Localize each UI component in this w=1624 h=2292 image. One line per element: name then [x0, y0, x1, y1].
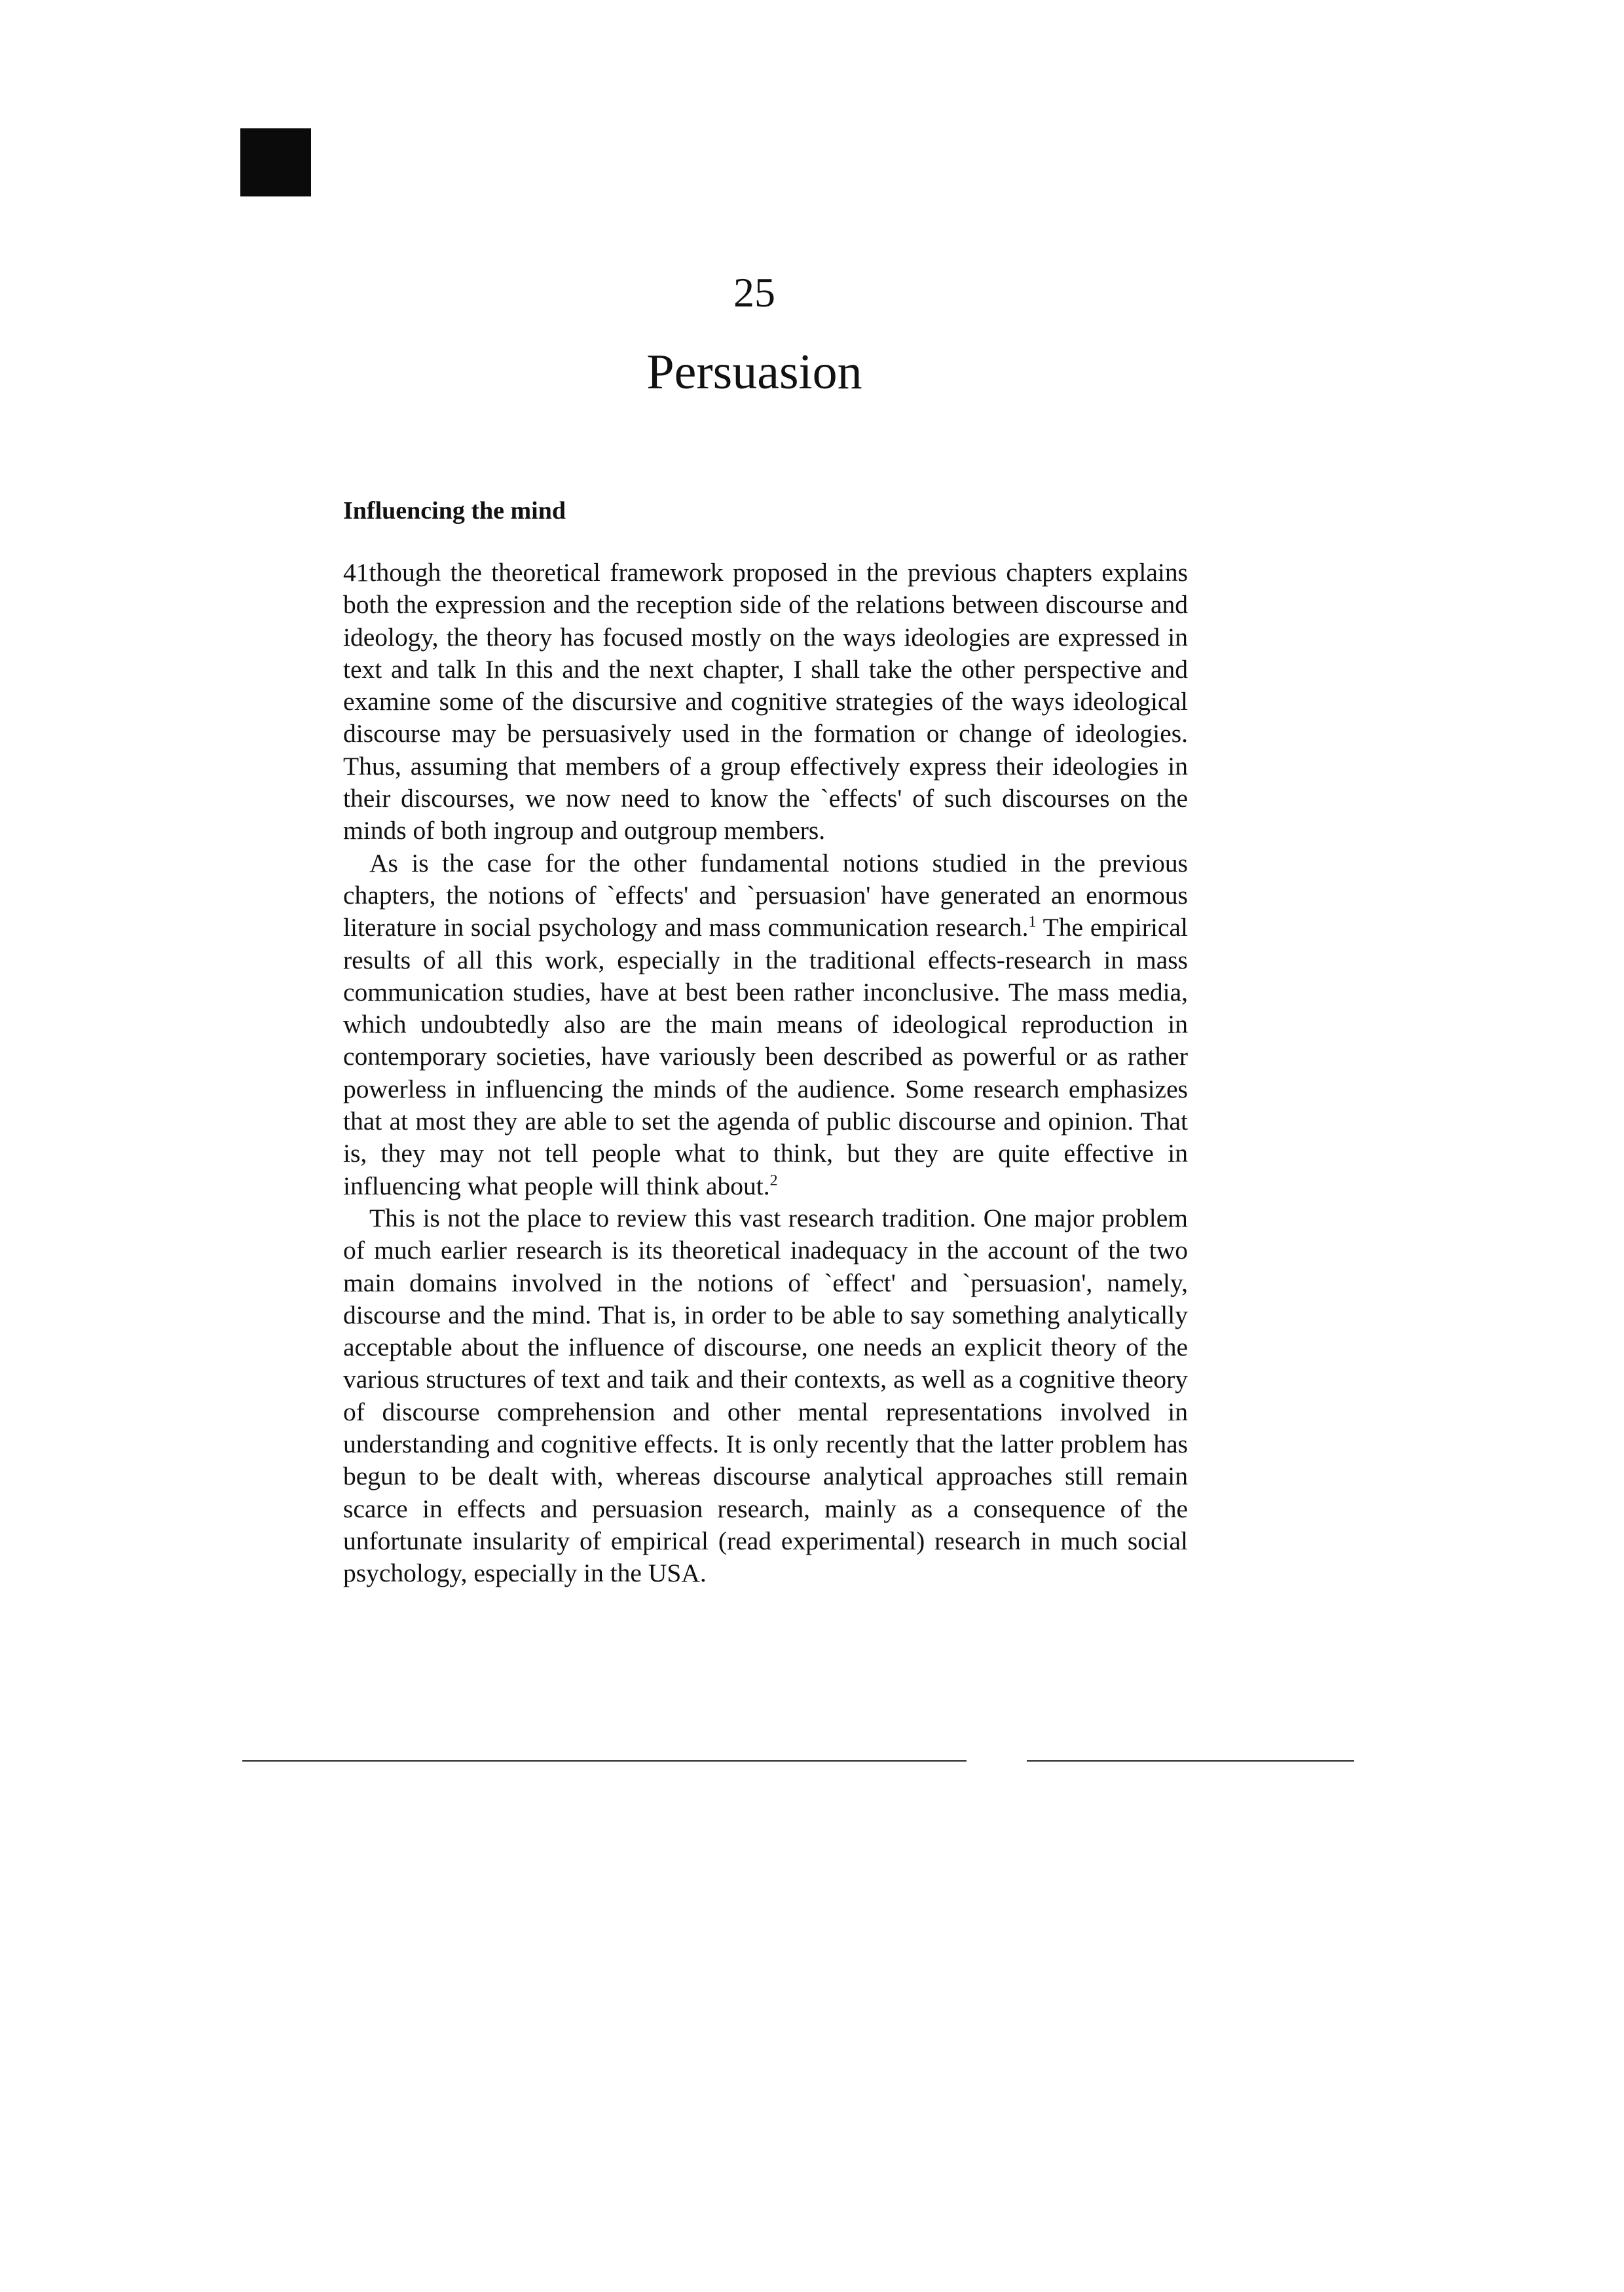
footer-rule-right [1027, 1760, 1354, 1762]
paragraph-2 [343, 847, 1188, 1202]
chapter-title: Persuasion [646, 344, 862, 399]
paragraph-2-part-2: The empirical results of all this work, especially in the traditional effects-research in mass communication studies, have at best been rather inconclusive. The mass media, which undoubtedly also are the main means of ideological reproduction in contemporary societies, have variously been described as powerful or as rather powerless in influencing the minds of the audience. Some research emphasizes that at most they are able to set the agenda of public discourse and opinion. That is, they may not tell people what to think, but they are quite effective in influencing what people will think about. [343, 913, 1188, 1200]
corner-marker [240, 128, 311, 196]
section-heading: Influencing the mind [343, 497, 566, 525]
footnote-marker-1[interactable]: 1 [1028, 914, 1037, 931]
body-text [343, 557, 1188, 1590]
footer-rule-left [242, 1760, 967, 1762]
paragraph-1: 41though the theoretical framework proposed in the previous chapters explains both the expression and the reception side of the relations between discourse and ideology, the theory has focused mostly on the ways ideologies are expressed in text and talk In this and the next chapter, I shall take the other perspective and examine some of the discursive and cognitive strategies of the ways ideological discourse may be persuasively used in the formation or change of ideologies. Thus, assuming that members of a group effectively express their ideologies in their discourses, we now need to know the `effects' of such discourses on the minds of both ingroup and outgroup members. [343, 558, 1188, 845]
footnote-marker-2[interactable]: 2 [769, 1172, 778, 1189]
paragraph-3: This is not the place to review this vast research tradition. One major problem of much earlier research is its theoretical inadequacy in the account of the two main domains involved in the notions of `effect' and `persuasion', namely, discourse and the mind. That is, in order to be able to say something analytically acceptable about the influence of discourse, one needs an explicit theory of the various structures of text and taik and their contexts, as well as a cognitive theory of discourse comprehension and other mental representations involved in understanding and cognitive effects. It is only recently that the latter problem has begun to be dealt with, whereas discourse analytical approaches still remain scarce in effects and persuasion research, mainly as a consequence of the unfortunate insularity of empirical (read experimental) research in much social psychology, especially in the USA. [343, 1203, 1188, 1588]
chapter-number: 25 [733, 269, 775, 316]
paragraph-2-part-1: As is the case for the other fundamental notions studied in the previous chapters, the notions of `effects' and `persuasion' have generated an enormous literature in social psychology and mass communication research. [343, 848, 1188, 942]
